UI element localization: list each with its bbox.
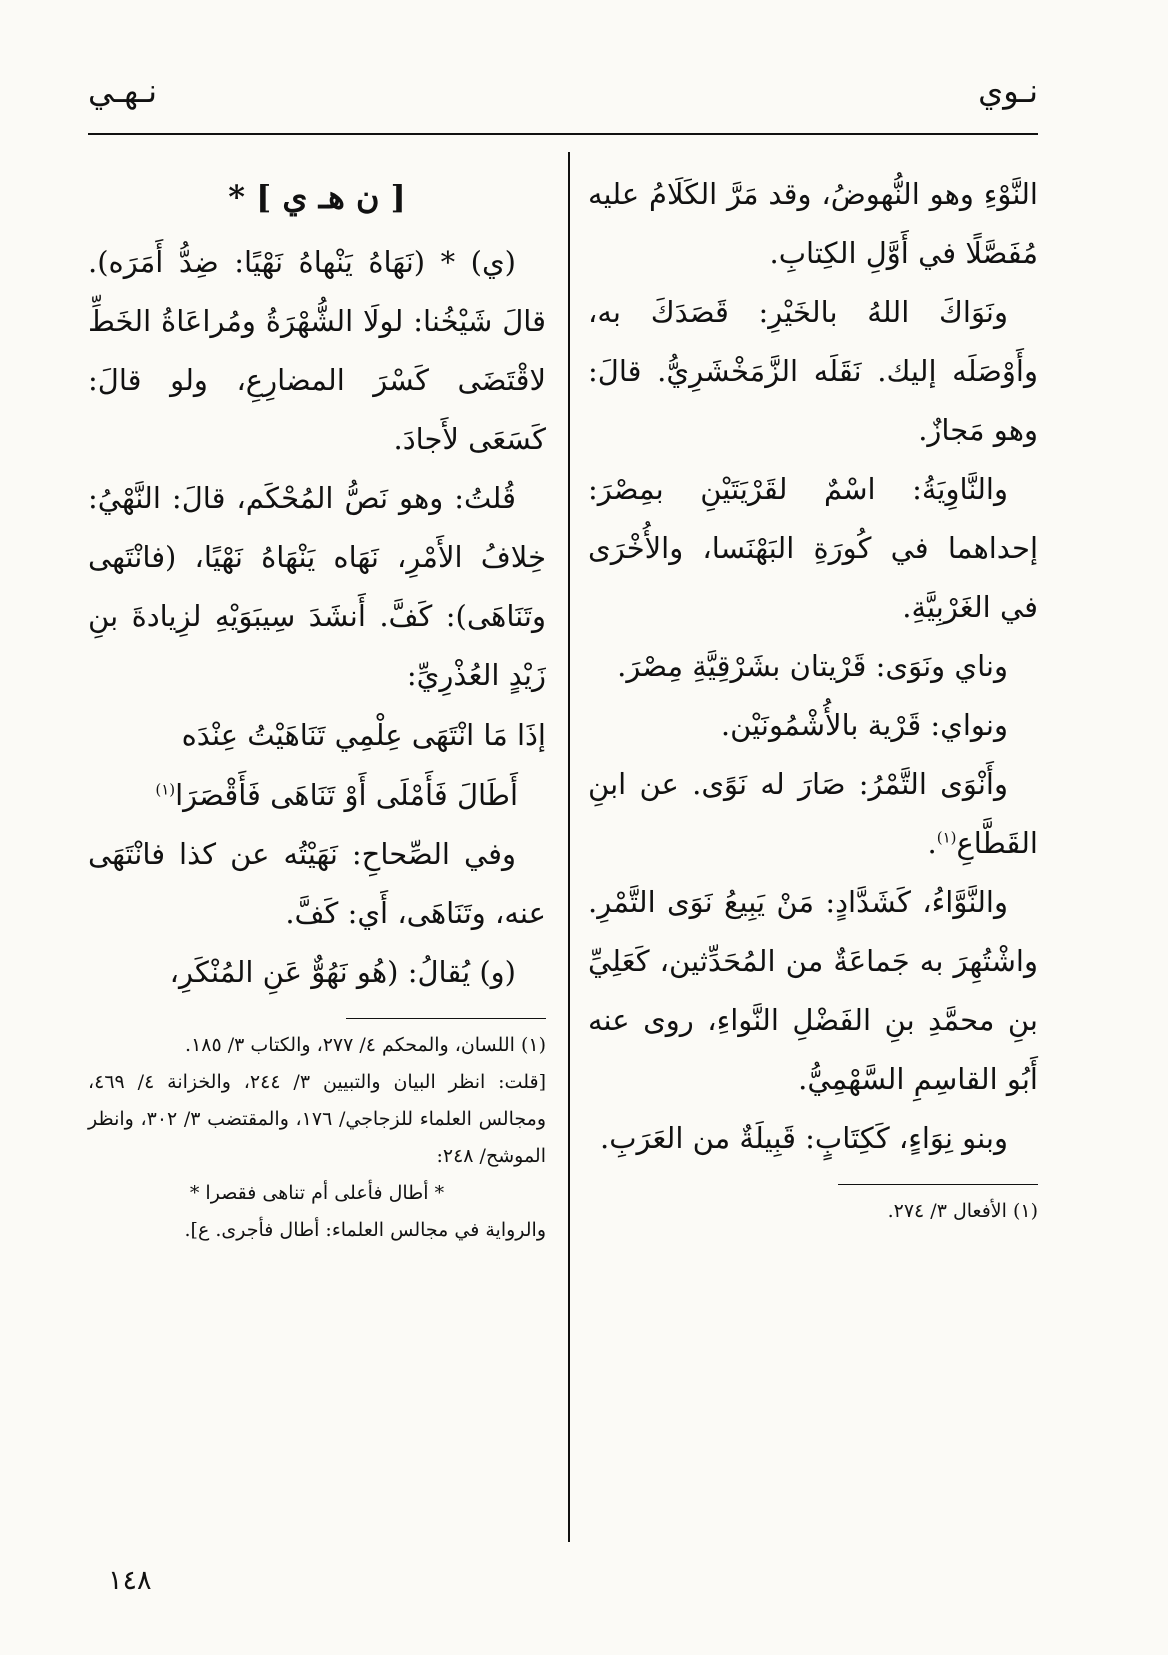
- paragraph: النَّوْءِ وهو النُّهوضُ، وقد مَرَّ الكَلَامُ عليه مُفَصَّلًا في أَوَّلِ الكِتابِ.: [588, 177, 1038, 270]
- footnote-marker: (١): [936, 828, 957, 847]
- paragraph: وناي ونَوَى: قَرْيتان بشَرْقِيَّةِ مِصْرَ.: [617, 649, 1008, 683]
- paragraph: ونَوَاكَ اللهُ بالخَيْرِ: قَصَدَكَ به، وأَوْصَلَه إليك. نَقَلَه الزَّمَخْشَرِيُّ. قالَ: وهو مَجازٌ.: [588, 295, 1038, 447]
- paragraph: وفي الصِّحاحِ: نَهَيْتُه عن كذا فانْتَهَى عنه، وتَنَاهَى، أَي: كَفَّ.: [88, 837, 546, 930]
- paragraph: والنَّوَّاءُ، كَشَدَّادٍ: مَنْ يَبِيعُ نَوَى التَّمْرِ. واشْتُهِرَ به جَماعَةٌ من المُحَدِّثين، كَعَلِيِّ بنِ محمَّدِ بنِ الفَضْلِ النَّواءِ، روى عنه أَبُو القاسِمِ السَّهْمِيُّ.: [588, 885, 1038, 1096]
- footnote-marker: (١): [155, 780, 176, 799]
- paragraph: قُلتُ: وهو نَصُّ المُحْكَم، قالَ: النَّهْيُ: خِلافُ الأَمْرِ، نَهَاه يَنْهَاهُ نَهْيًا، (فانْتَهى وتَنَاهَى): كَفَّ. أَنشَدَ سِيبَوَيْهِ لزِيادةَ بنِ زَيْدٍ العُذْرِيِّ:: [88, 481, 546, 692]
- footnote-rule: [838, 1184, 1038, 1185]
- footnote-verse: * أطال فأعلى أم تناهى فقصرا *: [189, 1182, 445, 1204]
- footnote: (١) الأفعال ٣/ ٢٧٤.: [887, 1200, 1038, 1222]
- footnote: (١) اللسان، والمحكم ٤/ ٢٧٧، والكتاب ٣/ ١٨٥.: [185, 1034, 546, 1056]
- left-column: [88, 165, 546, 1249]
- paragraph-text: وأَنْوَى التَّمْرُ: صَارَ له نَوًى. عن ابنِ القَطَّاعِ: [588, 767, 1038, 860]
- right-column: [588, 165, 1038, 1230]
- footnote: والرواية في مجالس العلماء: أطال فأجرى. ع].: [184, 1219, 546, 1241]
- paragraph: والنَّاوِيَةُ: اسْمٌ لقَرْيَتَيْنِ بمِصْرَ: إحداهما في كُورَةِ البَهْنَسا، والأُخْرَى في الغَرْبِيَّةِ.: [588, 472, 1038, 624]
- paragraph: ونواي: قَرْية بالأُشْمُونَيْن.: [720, 708, 1008, 742]
- verse-line: إذَا مَا انْتَهَى عِلْمِي تَنَاهَيْتُ عِنْدَه: [181, 718, 546, 752]
- paragraph: (و) يُقالُ: (هُو نَهُوٌّ عَنِ المُنْكَرِ،: [169, 955, 516, 989]
- page-number: ١٤٨: [108, 1565, 152, 1596]
- entry-title: [ ن هـ ي ] *: [228, 178, 406, 216]
- verse-line: [88, 765, 546, 825]
- paragraph-with-footnote: [588, 755, 1038, 873]
- column-divider: [568, 152, 570, 1542]
- paragraph: (ي) * (نَهَاهُ يَنْهاهُ نَهْيًا: ضِدُّ أَمَرَه). قالَ شَيْخُنا: لولَا الشُّهْرَةُ ومُراعَاةُ الخَطِّ لاقْتَضَى كَسْرَ المضارِعِ، ولو قالَ: كَسَعَى لأَجادَ.: [88, 245, 546, 456]
- header-rule: [88, 133, 1038, 135]
- paragraph-end: .: [927, 826, 937, 860]
- verse-text: أَطَالَ فَأَمْلَى أَوْ تَنَاهَى فَأَقْصَرَا: [175, 778, 518, 812]
- running-head-left: نـهـي: [88, 72, 158, 110]
- footnote-rule: [346, 1018, 546, 1019]
- paragraph: وبنو نِوَاءٍ، كَكِتَابٍ: قَبِيلَةٌ من العَرَبِ.: [599, 1121, 1008, 1155]
- footnote: [قلت: انظر البيان والتبيين ٣/ ٢٤٤، والخزانة ٤/ ٤٦٩، ومجالس العلماء للزجاجي/ ١٧٦، والمقتضب ٣/ ٣٠٢، وانظر الموشح/ ٢٤٨:: [88, 1071, 546, 1167]
- running-head-right: نـوي: [978, 72, 1038, 110]
